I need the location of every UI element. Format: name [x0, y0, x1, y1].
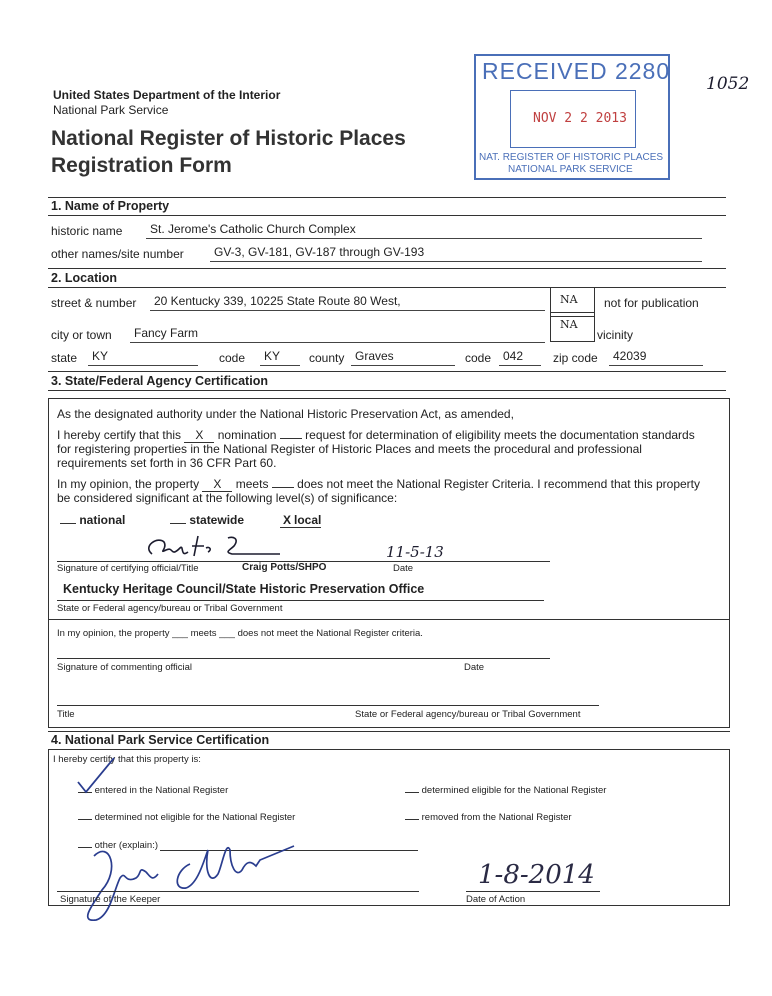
- handwritten-ref-number: 1052: [706, 74, 750, 94]
- historic-name-field[interactable]: St. Jerome's Catholic Church Complex: [146, 222, 702, 239]
- stamp-date: NOV 2 2 2013: [533, 111, 627, 126]
- action-date-label: Date of Action: [466, 894, 526, 905]
- stamp-line1: NAT. REGISTER OF HISTORIC PLACES: [479, 152, 664, 163]
- option-removed[interactable]: [405, 812, 572, 823]
- other-names-label: other names/site number: [51, 247, 184, 261]
- commenting-date-label: Date: [464, 662, 485, 673]
- checkmark-icon: [74, 754, 120, 796]
- agency-label-2: State or Federal agency/bureau or Tribal Government: [355, 709, 581, 720]
- street-label: street & number: [51, 296, 137, 310]
- street-field[interactable]: 20 Kentucky 339, 10225 State Route 80 West,: [150, 294, 545, 311]
- stamp-received-text: RECEIVED 2280: [482, 58, 671, 84]
- statewide-mark: [170, 523, 186, 524]
- local-mark: X: [280, 513, 294, 528]
- county-field[interactable]: Graves: [351, 349, 455, 366]
- vicinity-label: vicinity: [597, 328, 634, 342]
- meets-mark[interactable]: X: [202, 477, 232, 492]
- department-name: United States Department of the Interior: [53, 88, 281, 102]
- agency-name-value: Kentucky Heritage Council/State Historic Preservation Office: [63, 582, 425, 596]
- not-for-publication-label: not for publication: [604, 296, 699, 310]
- level-statewide[interactable]: [170, 513, 244, 527]
- section-4-heading: 4. National Park Service Certification: [51, 733, 270, 747]
- opinion-text: In my opinion, the property: [57, 477, 200, 491]
- local-label: local: [294, 513, 322, 527]
- meets-text: meets: [235, 477, 269, 491]
- action-date: 1-8-2014: [478, 860, 595, 890]
- entered-label: entered in the National Register: [94, 785, 229, 796]
- section-2-heading: 2. Location: [51, 271, 117, 285]
- national-mark: [60, 523, 76, 524]
- commenting-signature-label: Signature of commenting official: [57, 662, 193, 673]
- cert-text-request: request for determination of eligibility meets the documentation standards: [305, 428, 695, 442]
- other-label: other (explain:): [94, 840, 159, 851]
- request-mark[interactable]: [280, 438, 302, 439]
- city-field[interactable]: Fancy Farm: [130, 326, 545, 343]
- certifying-date: 11-5-13: [386, 543, 444, 561]
- county-label: county: [309, 351, 345, 365]
- determined-eligible-label: determined eligible for the National Register: [421, 785, 607, 796]
- certifying-signature-label: Signature of certifying official/Title: [57, 563, 199, 574]
- vicinity-box[interactable]: [550, 312, 595, 342]
- not-eligible-mark: [78, 819, 92, 820]
- agency-label: State or Federal agency/bureau or Tribal Government: [57, 603, 283, 614]
- national-label: national: [79, 513, 126, 527]
- state-code-field[interactable]: KY: [260, 349, 300, 366]
- zip-label: zip code: [553, 351, 598, 365]
- cert-paragraph-1: As the designated authority under the National Historic Preservation Act, as amended,: [57, 407, 514, 421]
- other-names-field[interactable]: GV-3, GV-181, GV-187 through GV-193: [210, 245, 702, 262]
- option-not-eligible[interactable]: [78, 812, 295, 823]
- stamp-date-box: [510, 90, 636, 148]
- removed-label: removed from the National Register: [421, 812, 572, 823]
- cert-line-2e: requirements set forth in 36 CFR Part 60.: [57, 456, 277, 470]
- section-3-heading: 3. State/Federal Agency Certification: [51, 374, 268, 388]
- received-stamp: [474, 54, 670, 180]
- not-eligible-label: determined not eligible for the National Register: [94, 812, 296, 823]
- form-title-line1: National Register of Historic Places: [51, 127, 406, 150]
- cert-text-certify: I hereby certify that this: [57, 428, 182, 442]
- level-national[interactable]: [60, 513, 125, 527]
- zip-field[interactable]: 42039: [609, 349, 703, 366]
- nomination-mark[interactable]: X: [184, 428, 214, 443]
- does-not-meet-mark[interactable]: [272, 487, 294, 488]
- historic-name-label: historic name: [51, 224, 123, 238]
- option-determined-eligible[interactable]: [405, 785, 606, 796]
- statewide-label: statewide: [189, 513, 245, 527]
- county-code-label: code: [465, 351, 492, 365]
- certifying-signature: [140, 528, 290, 564]
- determined-eligible-mark: [405, 792, 419, 793]
- removed-mark: [405, 819, 419, 820]
- keeper-signature-label: Signature of the Keeper: [60, 894, 161, 905]
- title-label: Title: [57, 709, 75, 720]
- certifying-date-label: Date: [393, 563, 414, 574]
- commenting-opinion-text: In my opinion, the property ___ meets ___ does not meet the National Register criteria.: [57, 628, 423, 639]
- state-field[interactable]: KY: [88, 349, 198, 366]
- na-value-1: NA: [560, 293, 578, 306]
- signer-name: Craig Potts/SHPO: [242, 562, 327, 573]
- na-value-2: NA: [560, 318, 578, 331]
- city-label: city or town: [51, 328, 112, 342]
- state-code-label: code: [219, 351, 246, 365]
- cert-text-nomination: nomination: [217, 428, 277, 442]
- nps-intro: I hereby certify that this property is:: [53, 754, 201, 765]
- level-local[interactable]: [280, 513, 321, 528]
- keeper-signature: [80, 830, 310, 930]
- state-label: state: [51, 351, 78, 365]
- agency-name: National Park Service: [53, 103, 169, 117]
- cert-line-3a: [57, 477, 700, 492]
- cert-line-3d: be considered significant at the following level(s) of significance:: [57, 491, 398, 505]
- cert-line-2d: for registering properties in the National Register of Historic Places and meets the procedural and professional: [57, 442, 642, 456]
- recommend-text: does not meet the National Register Criteria. I recommend that this property: [297, 477, 700, 491]
- section-1-heading: 1. Name of Property: [51, 199, 170, 213]
- form-title-line2: Registration Form: [51, 154, 232, 177]
- county-code-field[interactable]: 042: [499, 349, 541, 366]
- stamp-line2: NATIONAL PARK SERVICE: [508, 164, 633, 175]
- cert-line-2a: [57, 428, 695, 443]
